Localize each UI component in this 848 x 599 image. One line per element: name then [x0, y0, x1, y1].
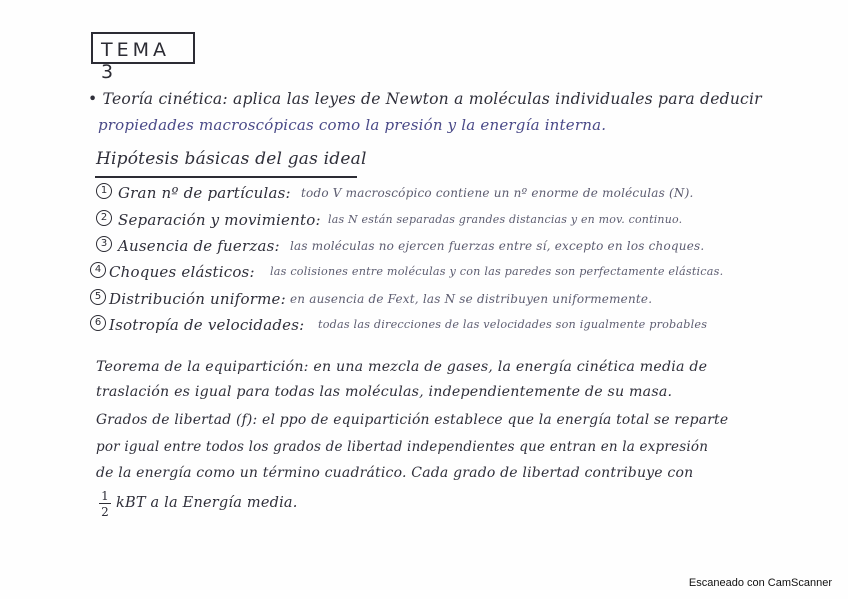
item-text: todas las direcciones de las velocidades son igualmente probables [318, 318, 708, 331]
hipotesis-underline [95, 176, 357, 178]
item-text: las colisiones entre moléculas y con las paredes son perfectamente elásticas. [270, 265, 724, 278]
item-text: todo V macroscópico contiene un nº enorme de moléculas (N). [301, 186, 694, 200]
item-label: Separación y movimiento: [118, 211, 321, 229]
hipotesis-heading: Hipótesis básicas del gas ideal [96, 149, 367, 169]
number-badge: 1 [96, 183, 112, 199]
title-box [91, 32, 195, 83]
teoria-line-2: propiedades macroscópicas como la presión y la energía interna. [98, 116, 607, 134]
grados-line-4: kBT a la Energía media. [116, 495, 298, 511]
number-badge: 4 [90, 262, 106, 278]
fraction-denominator: 2 [101, 505, 109, 519]
item-text: en ausencia de Fext, las N se distribuyen uniformemente. [290, 292, 653, 306]
grados-line-3: de la energía como un término cuadrático. Cada grado de libertad contribuye con [96, 465, 694, 481]
item-text: las moléculas no ejercen fuerzas entre sí, excepto en los choques. [290, 239, 705, 253]
number-badge: 5 [90, 289, 106, 305]
number-badge: 3 [96, 236, 112, 252]
fraction-bar [99, 503, 111, 504]
grados-line-1: Grados de libertad (f): el ppo de equipartición establece que la energía total se reparte [96, 412, 729, 428]
item-label: Choques elásticos: [109, 263, 255, 281]
item-label: Ausencia de fuerzas: [118, 237, 280, 255]
item-label: Isotropía de velocidades: [109, 316, 305, 334]
item-text: las N están separadas grandes distancias y en mov. continuo. [328, 213, 683, 226]
grados-line-2: por igual entre todos los grados de libertad independientes que entran en la expresión [96, 439, 709, 455]
scanner-watermark: Escaneado con CamScanner [688, 577, 832, 589]
number-badge: 6 [90, 315, 106, 331]
equiparticion-line-1: Teorema de la equipartición: en una mezcla de gases, la energía cinética media de [96, 359, 708, 375]
equiparticion-line-2: traslación es igual para todas las moléculas, independientemente de su masa. [96, 384, 673, 400]
number-badge: 2 [96, 210, 112, 226]
page-title: TEMA 3 [101, 39, 171, 83]
teoria-line-1: • Teoría cinética: aplica las leyes de Newton a moléculas individuales para deducir [88, 90, 762, 108]
fraction-numerator: 1 [101, 489, 109, 503]
item-label: Distribución uniforme: [109, 290, 286, 308]
item-label: Gran nº de partículas: [118, 184, 291, 202]
